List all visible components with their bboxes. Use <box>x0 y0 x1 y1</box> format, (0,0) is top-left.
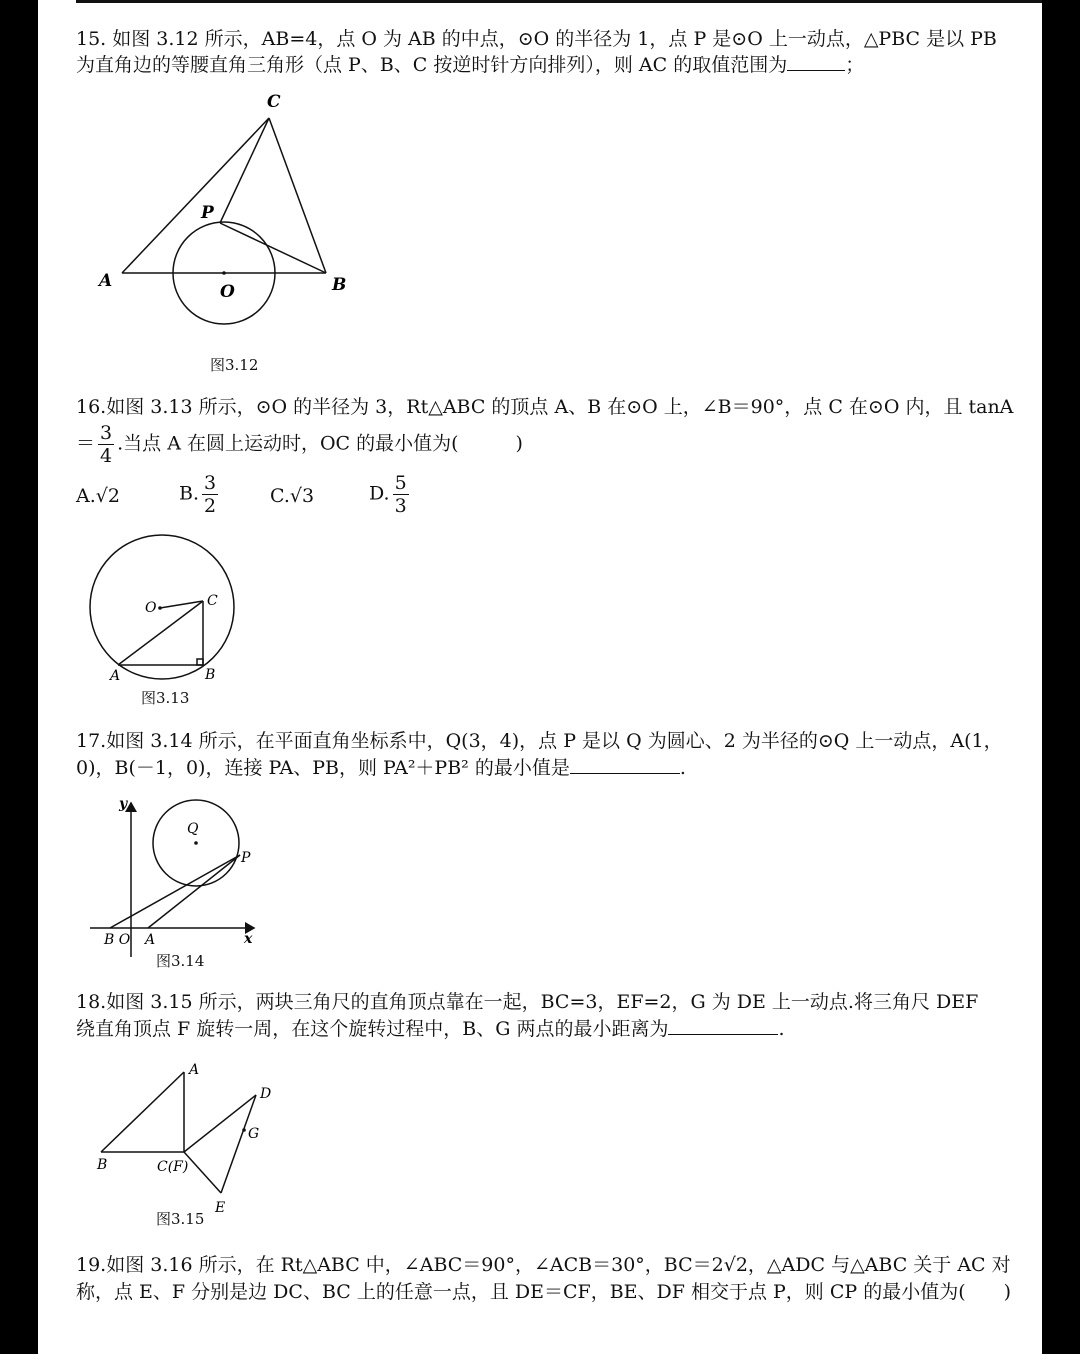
fig314-label-x: x <box>244 931 253 947</box>
frac-den: 3 <box>394 495 407 517</box>
option-label: D. <box>369 482 390 505</box>
option-value: √3 <box>289 485 315 507</box>
fig314-label-p: P <box>241 850 251 866</box>
q17-line2-end: . <box>679 757 686 779</box>
q18-line2-end: . <box>778 1018 785 1040</box>
frac-den: 2 <box>204 495 217 517</box>
fig315-label-d: D <box>260 1086 272 1102</box>
fig315-label-a: A <box>189 1062 200 1078</box>
fig312-label-p: P <box>201 203 214 223</box>
fig313-label-a: A <box>110 668 121 684</box>
fig314-label-a: A <box>145 932 156 948</box>
option-label: C. <box>270 485 290 507</box>
figure-3-13-caption: 图3.13 <box>141 689 190 707</box>
figure-3-14-caption: 图3.14 <box>156 952 205 970</box>
q16-line1: 16.如图 3.13 所示，⊙O 的半径为 3，Rt△ABC 的顶点 A、B 在⊙O 上，∠B＝90°，点 C 在⊙O 内，且 tanA <box>76 396 1014 418</box>
frac-num: 3 <box>204 472 217 494</box>
document-page <box>38 0 1042 1354</box>
fig314-label-y: y <box>119 796 128 812</box>
q16-line2-text: .当点 A 在圆上运动时，OC 的最小值为( ) <box>117 432 523 455</box>
q15-line2-text: 为直角边的等腰直角三角形（点 P、B、C 按逆时针方向排列），则 AC 的取值范围为 <box>76 54 788 76</box>
frac-num: 3 <box>100 422 113 444</box>
frac-den: 4 <box>100 445 113 467</box>
option-label: A. <box>76 485 96 507</box>
option-value: √2 <box>95 485 120 507</box>
fig313-label-o: O <box>145 600 157 616</box>
fig313-label-c: C <box>207 593 218 609</box>
fig312-label-b: B <box>332 275 347 295</box>
fig315-label-g: G <box>248 1126 260 1142</box>
fig315-label-e: E <box>215 1200 226 1216</box>
q17-line1: 17.如图 3.14 所示，在平面直角坐标系中，Q(3，4)，点 P 是以 Q 为圆心、2 为半径的⊙Q 上一动点，A(1， <box>76 730 1003 752</box>
q19-line1: 19.如图 3.16 所示，在 Rt△ABC 中，∠ABC＝90°，∠ACB＝30°，BC＝2√2，△ADC 与△ABC 关于 AC 对 <box>76 1254 1011 1276</box>
fig314-label-q: Q <box>187 821 199 837</box>
q15-line1: 15. 如图 3.12 所示，AB=4，点 O 为 AB 的中点，⊙O 的半径为 1，点 P 是⊙O 上一动点，△PBC 是以 PB <box>76 28 997 50</box>
figure-3-15-caption: 图3.15 <box>156 1210 205 1228</box>
fig313-label-b: B <box>205 667 216 683</box>
option-label: B. <box>179 482 200 505</box>
fig315-label-cf: C(F) <box>157 1159 189 1175</box>
q17-line2-text: 0)，B(－1，0)，连接 PA、PB，则 PA²＋PB² 的最小值是 <box>76 757 570 779</box>
q19-line2: 称，点 E、F 分别是边 DC、BC 上的任意一点，且 DE＝CF，BE、DF 相交于点 P，则 CP 的最小值为( ) <box>76 1281 1012 1303</box>
q15-line2-end: ； <box>845 54 865 76</box>
fig312-label-o: O <box>220 282 235 302</box>
q16-line2-prefix: ＝ <box>76 432 96 455</box>
figure-3-12-caption: 图3.12 <box>210 356 259 374</box>
frac-num: 5 <box>394 472 407 494</box>
q18-line1: 18.如图 3.15 所示，两块三角尺的直角顶点靠在一起，BC=3，EF=2，G 为 DE 上一动点.将三角尺 DEF <box>76 991 979 1013</box>
figure-3-15 <box>38 0 1042 1354</box>
fig314-label-bo: B O <box>104 932 131 948</box>
fig315-label-b: B <box>97 1157 108 1173</box>
fig312-label-c: C <box>267 92 281 112</box>
fig312-label-a: A <box>99 271 113 291</box>
q18-line2-text: 绕直角顶点 F 旋转一周，在这个旋转过程中，B、G 两点的最小距离为 <box>76 1018 669 1040</box>
